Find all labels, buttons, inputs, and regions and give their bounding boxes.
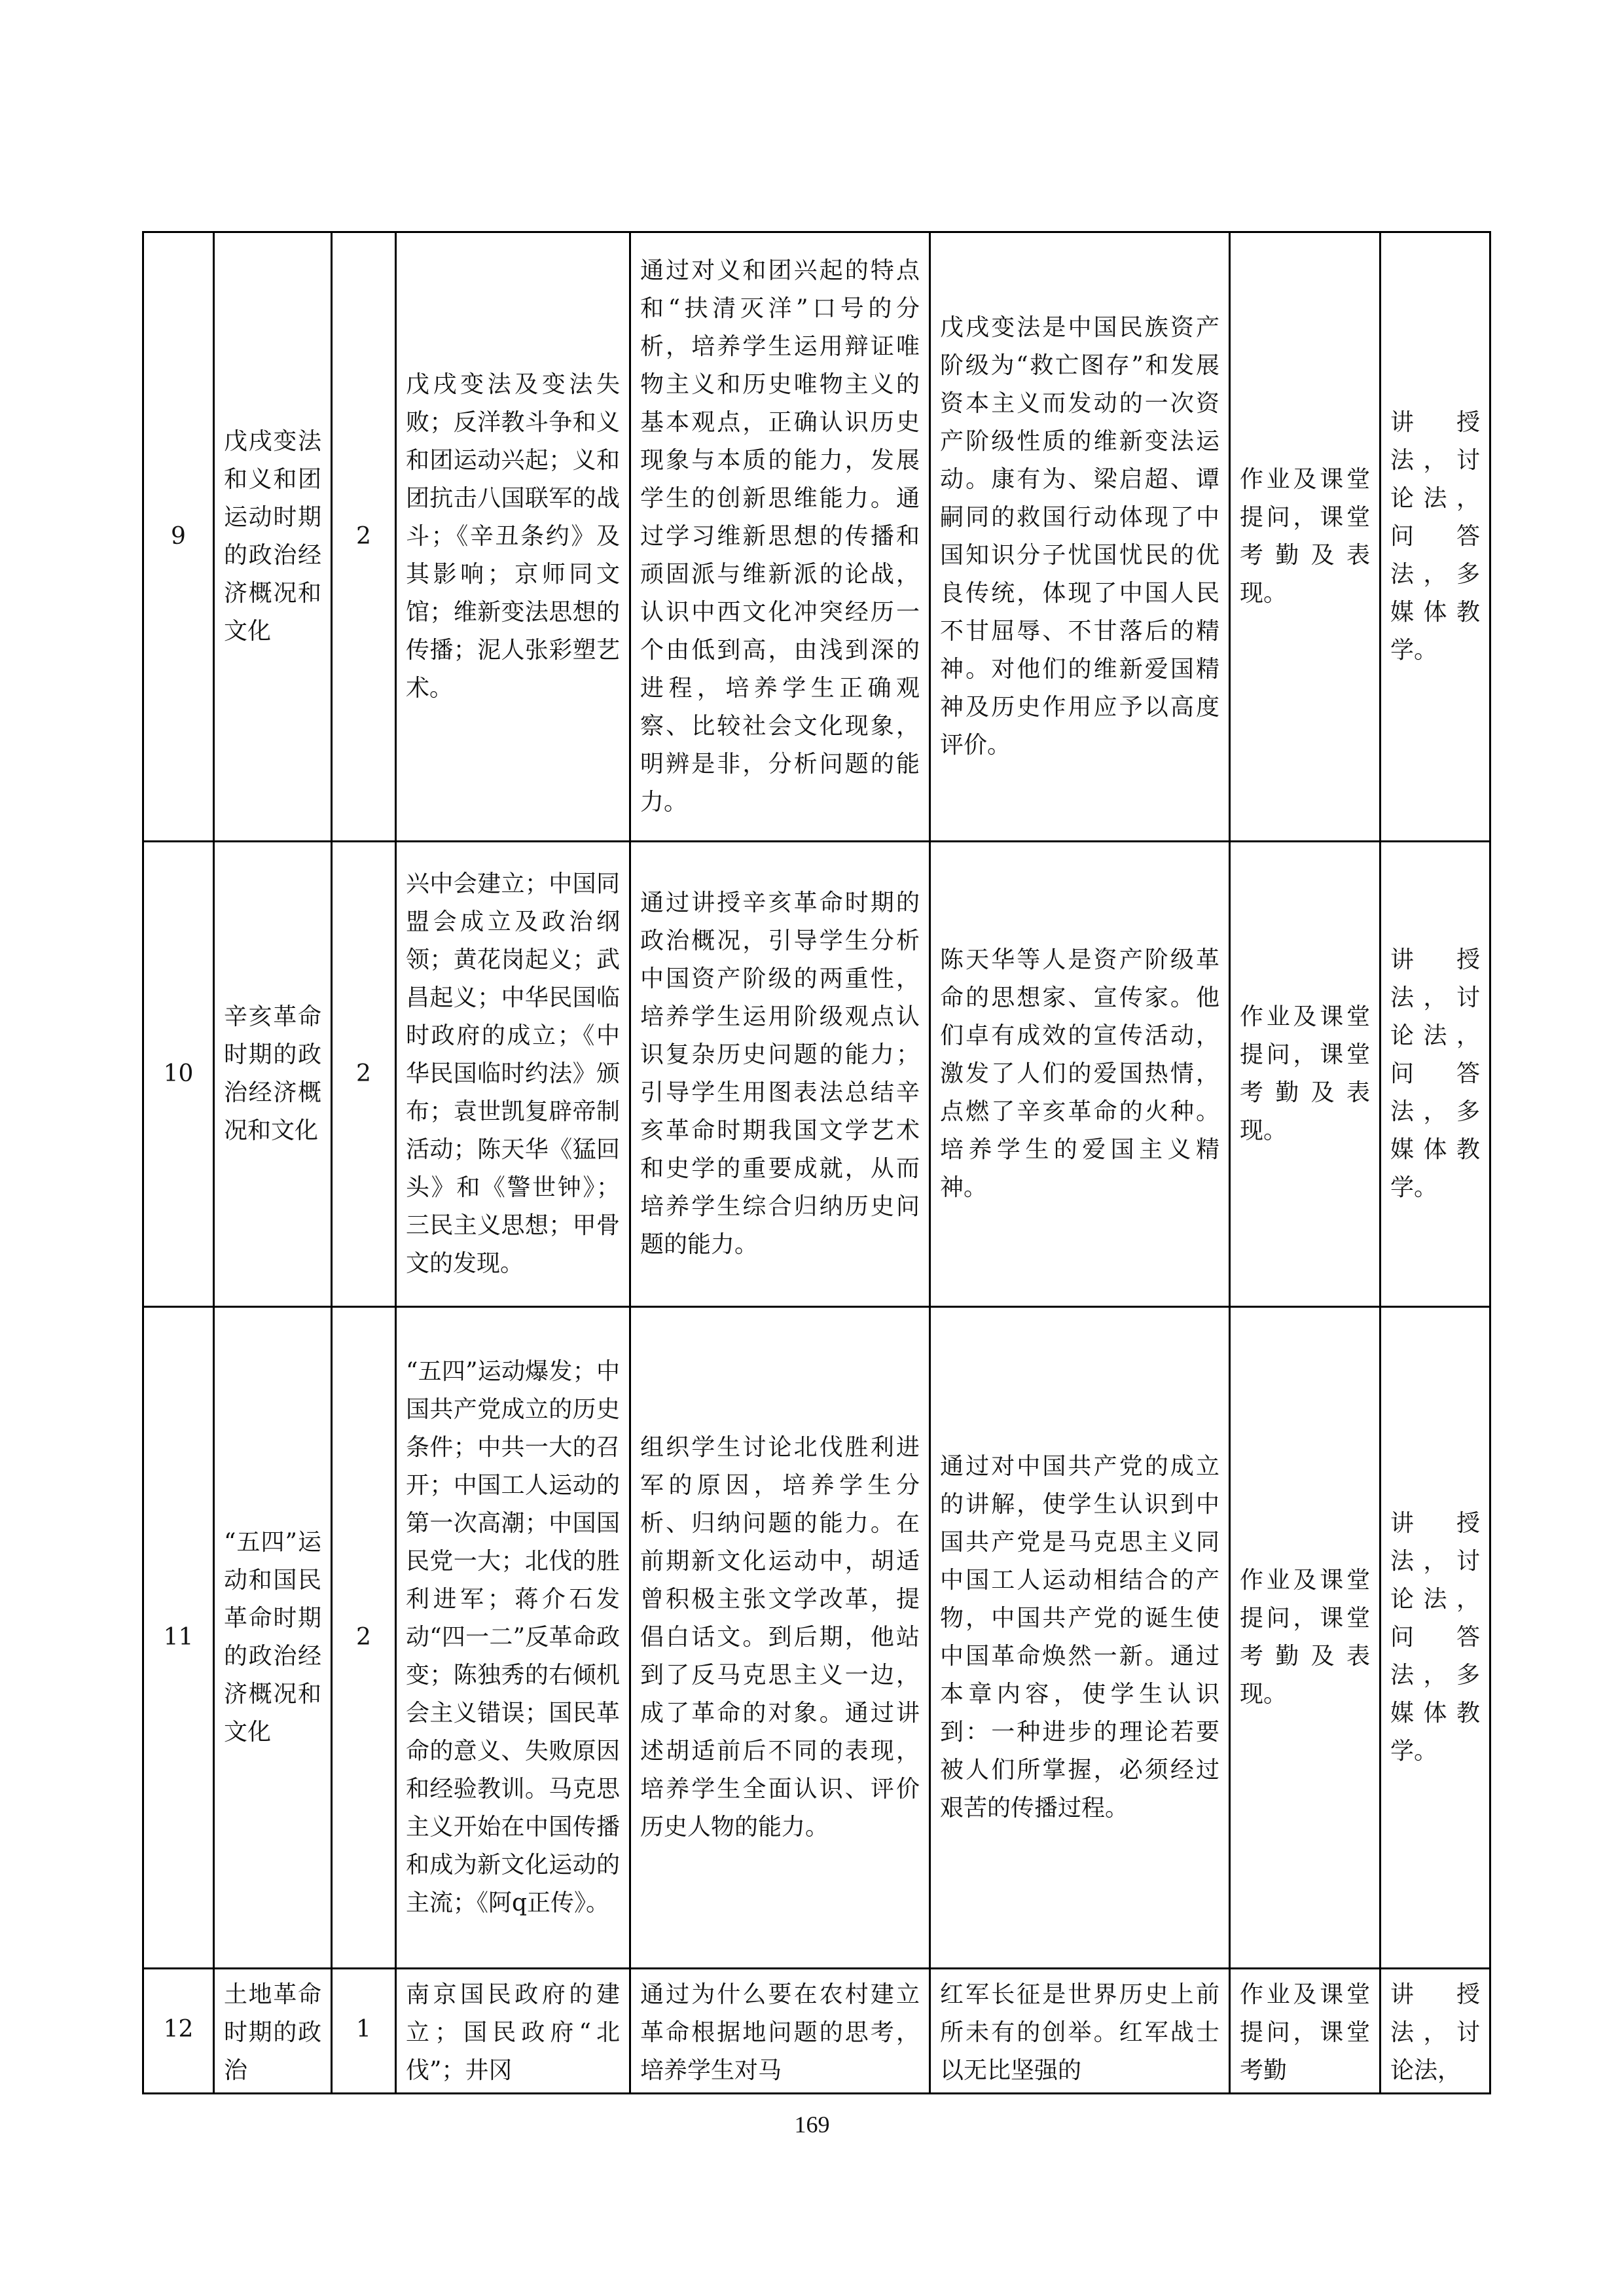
assessment-method: 作业及课堂提问，课堂考勤及表现。 [1230,842,1380,1307]
teaching-content: 南京国民政府的建立；国民政府“北伐”；井冈 [396,1969,630,2094]
chapter-title: “五四”运动和国民革命时期的政治经济概况和文化 [214,1307,332,1969]
class-hours: 1 [332,1969,396,2094]
table-row [143,232,1490,842]
course-schedule-table [142,231,1491,2094]
assessment-method: 作业及课堂提问，课堂考勤 [1230,1969,1380,2094]
class-hours: 2 [332,842,396,1307]
table-row [143,1307,1490,1969]
ability-goal: 通过为什么要在农村建立革命根据地问题的思考，培养学生对马 [630,1969,930,2094]
page-number: 169 [794,2111,830,2138]
chapter-title: 土地革命时期的政治 [214,1969,332,2094]
lesson-number: 12 [143,1969,214,2094]
ideological-goal: 红军长征是世界历史上前所未有的创举。红军战士以无比坚强的 [930,1969,1230,2094]
teaching-method: 讲授法，讨论法，问答法，多媒体教学。 [1380,232,1490,842]
ability-goal: 通过讲授辛亥革命时期的政治概况，引导学生分析中国资产阶级的两重性，培养学生运用阶级观点认识复杂历史问题的能力；引导学生用图表法总结辛亥革命时期我国文学艺术和史学的重要成就，从而培养学生综合归纳历史问题的能力。 [630,842,930,1307]
teaching-content: 戊戌变法及变法失败；反洋教斗争和义和团运动兴起；义和团抗击八国联军的战斗；《辛丑条约》及其影响；京师同文馆；维新变法思想的传播；泥人张彩塑艺术。 [396,232,630,842]
teaching-method: 讲授法，讨论法，问答法，多媒体教学。 [1380,842,1490,1307]
ideological-goal: 戊戌变法是中国民族资产阶级为“救亡图存”和发展资本主义而发动的一次资产阶级性质的维新变法运动。康有为、梁启超、谭嗣同的救国行动体现了中国知识分子忧国忧民的优良传统，体现了中国人民不甘屈辱、不甘落后的精神。对他们的维新爱国精神及历史作用应予以高度评价。 [930,232,1230,842]
ideological-goal: 通过对中国共产党的成立的讲解，使学生认识到中国共产党是马克思主义同中国工人运动相结合的产物，中国共产党的诞生使中国革命焕然一新。通过本章内容，使学生认识到：一种进步的理论若要被人们所掌握，必须经过艰苦的传播过程。 [930,1307,1230,1969]
ideological-goal: 陈天华等人是资产阶级革命的思想家、宣传家。他们卓有成效的宣传活动，激发了人们的爱国热情，点燃了辛亥革命的火种。培养学生的爱国主义精神。 [930,842,1230,1307]
class-hours: 2 [332,232,396,842]
chapter-title: 戊戌变法和义和团运动时期的政治经济概况和文化 [214,232,332,842]
lesson-number: 10 [143,842,214,1307]
teaching-content: 兴中会建立；中国同盟会成立及政治纲领；黄花岗起义；武昌起义；中华民国临时政府的成立；《中华民国临时约法》颁布；袁世凯复辟帝制活动；陈天华《猛回头》和《警世钟》；三民主义思想；甲骨文的发现。 [396,842,630,1307]
table-row [143,842,1490,1307]
ability-goal: 通过对义和团兴起的特点和“扶清灭洋”口号的分析，培养学生运用辩证唯物主义和历史唯物主义的基本观点，正确认识历史现象与本质的能力，发展学生的创新思维能力。通过学习维新思想的传播和顽固派与维新派的论战，认识中西文化冲突经历一个由低到高，由浅到深的进程，培养学生正确观察、比较社会文化现象，明辨是非，分析问题的能力。 [630,232,930,842]
lesson-number: 9 [143,232,214,842]
teaching-method: 讲授法，讨论法， [1380,1969,1490,2094]
assessment-method: 作业及课堂提问，课堂考勤及表现。 [1230,232,1380,842]
teaching-content: “五四”运动爆发；中国共产党成立的历史条件；中共一大的召开；中国工人运动的第一次高潮；中国国民党一大；北伐的胜利进军；蒋介石发动“四一二”反革命政变；陈独秀的右倾机会主义错误；国民革命的意义、失败原因和经验教训。马克思主义开始在中国传播和成为新文化运动的主流；《阿q正传》。 [396,1307,630,1969]
chapter-title: 辛亥革命时期的政治经济概况和文化 [214,842,332,1307]
table-row [143,1969,1490,2094]
teaching-method: 讲授法，讨论法，问答法，多媒体教学。 [1380,1307,1490,1969]
ability-goal: 组织学生讨论北伐胜利进军的原因，培养学生分析、归纳问题的能力。在前期新文化运动中，胡适曾积极主张文学改革，提倡白话文。到后期，他站到了反马克思主义一边，成了革命的对象。通过讲述胡适前后不同的表现，培养学生全面认识、评价历史人物的能力。 [630,1307,930,1969]
class-hours: 2 [332,1307,396,1969]
assessment-method: 作业及课堂提问，课堂考勤及表现。 [1230,1307,1380,1969]
lesson-number: 11 [143,1307,214,1969]
